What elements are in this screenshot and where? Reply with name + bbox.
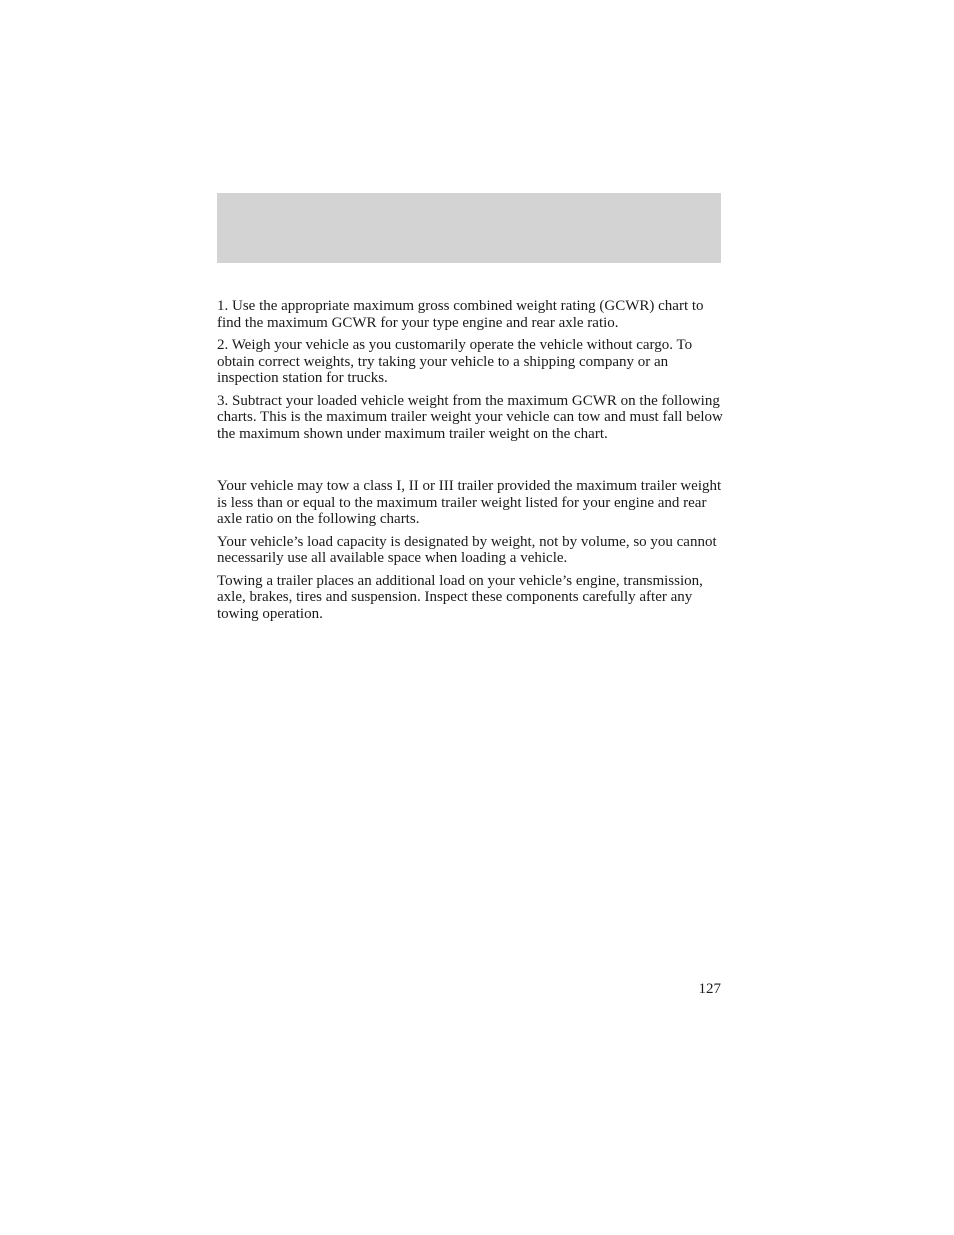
paragraph-trailer-class: Your vehicle may tow a class I, II or III trailer provided the maximum trailer weight is less than or equal to the maximum trailer weight listed for your engine and rear axle ratio on the following charts. (217, 478, 722, 527)
section-gap (217, 448, 723, 478)
paragraph-load-capacity: Your vehicle’s load capacity is designated by weight, not by volume, so you cannot necessarily use all available space when loading a vehicle. (217, 533, 717, 566)
header-band (217, 193, 721, 263)
step-2: 2. Weigh your vehicle as you customarily operate the vehicle without cargo. To obtain correct weights, try taking your vehicle to a shipping company or an inspection station for trucks. (217, 337, 693, 386)
paragraph-towing-load: Towing a trailer places an additional load on your vehicle’s engine, transmission, axle, brakes, tires and suspension. Inspect these components carefully after any towing operation. (217, 572, 703, 622)
step-1: 1. Use the appropriate maximum gross combined weight rating (GCWR) chart to find the maximum GCWR for your type engine and rear axle ratio. (217, 298, 704, 331)
step-3: 3. Subtract your loaded vehicle weight from the maximum GCWR on the following charts. This is the maximum trailer weight your vehicle can tow and must fall below the maximum shown under maximum trailer weight on the chart. (217, 392, 723, 442)
page-number: 127 (698, 981, 721, 997)
page-content (217, 298, 723, 628)
